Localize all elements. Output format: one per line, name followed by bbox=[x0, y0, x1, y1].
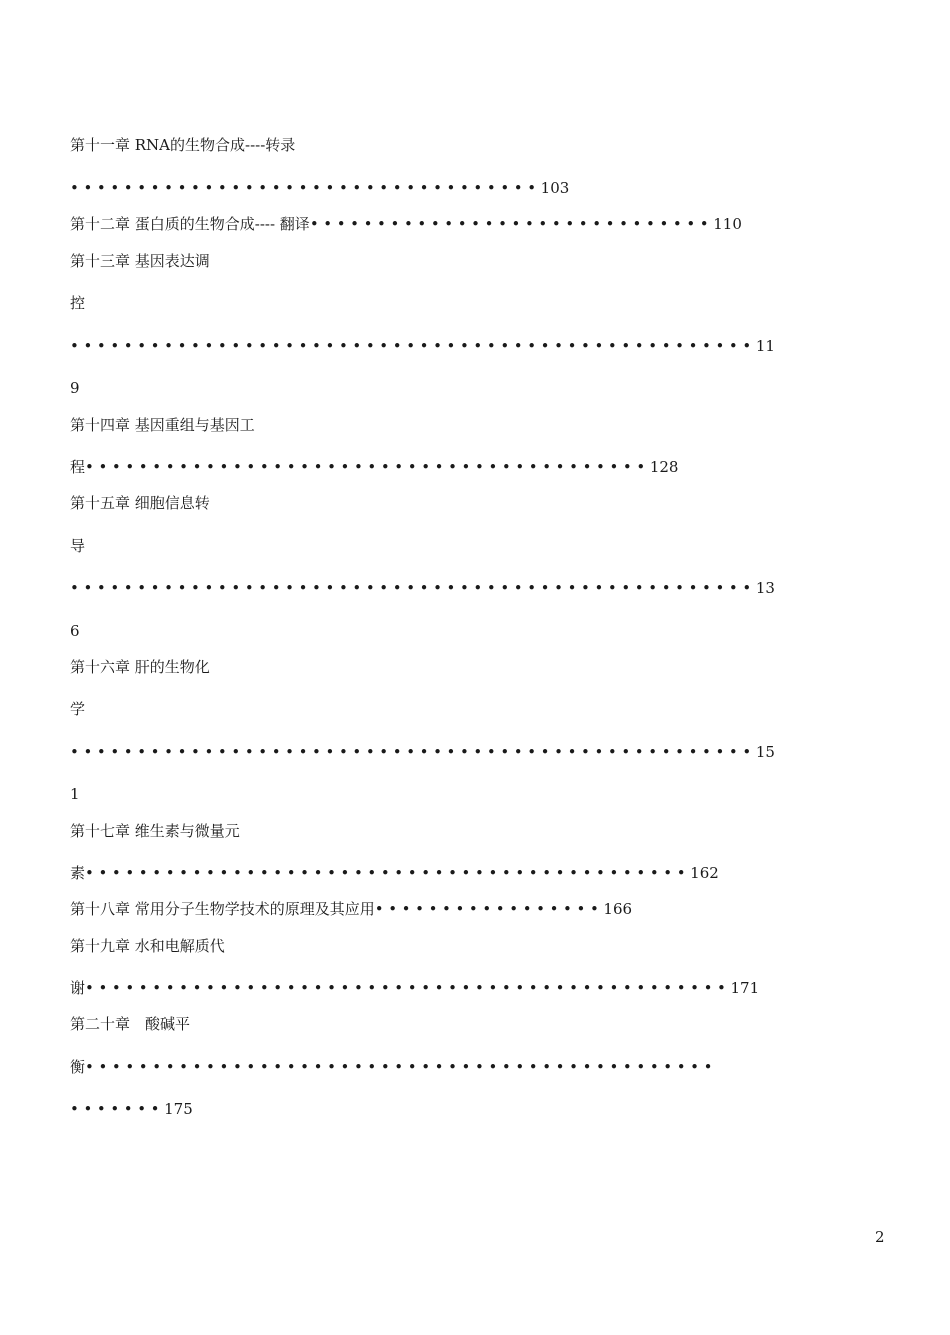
toc-entry-ch13-leader bbox=[70, 336, 775, 356]
toc-entry-ch16-cont: 学 bbox=[70, 700, 86, 718]
toc-entry-ch19-title: 第十九章 水和电解质代 bbox=[70, 937, 225, 955]
dot-leader: ••••••• bbox=[70, 1100, 165, 1118]
toc-entry-ch11-title: 第十一章 RNA的生物合成----转录 bbox=[70, 136, 296, 154]
toc-entry-title: 素 bbox=[70, 864, 86, 882]
dot-leader: ••••••••••••••••••••••••••••••••••••••••••••• bbox=[85, 864, 691, 882]
toc-entry-ch14-title: 第十四章 基因重组与基因工 bbox=[70, 416, 255, 434]
toc-entry-ch20-title: 第二十章 酸碱平 bbox=[70, 1015, 191, 1033]
dot-leader: ••••••••••••••••••••••••••••••••••••••••••••••• bbox=[85, 1058, 718, 1076]
toc-entry-ch15-leader bbox=[70, 578, 775, 598]
toc-page-number: 171 bbox=[730, 979, 760, 997]
toc-entry-ch17-leader bbox=[70, 863, 719, 883]
toc-page-number: 103 bbox=[540, 179, 570, 197]
toc-entry-ch16-leader bbox=[70, 742, 775, 762]
dot-leader: ••••••••••••••••••••••••••••••••••• bbox=[70, 179, 541, 197]
toc-entry-ch17-title: 第十七章 维生素与微量元 bbox=[70, 822, 240, 840]
toc-page-number: 128 bbox=[649, 458, 679, 476]
toc-entry-ch18 bbox=[70, 899, 632, 919]
toc-page-number: 175 bbox=[164, 1100, 193, 1118]
toc-entry-ch20-leader bbox=[70, 1057, 717, 1077]
dot-leader: ••••••••••••••••••••••••••••••••••••••••••••••••••• bbox=[70, 579, 756, 597]
toc-entry-title: 第十八章 常用分子生物学技术的原理及其应用 bbox=[70, 900, 375, 918]
toc-page-number-wrap: 1 bbox=[70, 785, 80, 803]
toc-entry-ch15-title: 第十五章 细胞信息转 bbox=[70, 494, 210, 512]
toc-entry-ch15-cont: 导 bbox=[70, 537, 86, 555]
dot-leader: ••••••••••••••••••••••••••••••••••••••••••••••••••• bbox=[70, 743, 756, 761]
toc-entry-ch20-leader-cont bbox=[70, 1099, 193, 1119]
toc-page-number-wrap: 9 bbox=[70, 379, 80, 397]
toc-entry-ch19-leader bbox=[70, 978, 759, 998]
footer-page-number: 2 bbox=[875, 1228, 885, 1246]
toc-page-number: 11 bbox=[755, 337, 775, 355]
toc-entry-ch13-cont: 控 bbox=[70, 294, 86, 312]
toc-entry-title: 谢 bbox=[70, 979, 86, 997]
dot-leader: •••••••••••••••••••••••••••••• bbox=[309, 215, 714, 233]
toc-page-number: 110 bbox=[713, 215, 742, 233]
dot-leader: ••••••••••••••••• bbox=[374, 900, 604, 918]
toc-entry-ch16-title: 第十六章 肝的生物化 bbox=[70, 658, 210, 676]
toc-page-number: 162 bbox=[690, 864, 719, 882]
dot-leader: •••••••••••••••••••••••••••••••••••••••••• bbox=[85, 458, 650, 476]
dot-leader: ••••••••••••••••••••••••••••••••••••••••••••••••••• bbox=[70, 337, 756, 355]
toc-entry-title: 第十二章 蛋白质的生物合成---- 翻译 bbox=[70, 215, 310, 233]
toc-entry-ch12 bbox=[70, 214, 742, 234]
toc-page-number: 166 bbox=[603, 900, 633, 918]
toc-entry-title: 程 bbox=[70, 458, 86, 476]
dot-leader: •••••••••••••••••••••••••••••••••••••••••••••••• bbox=[85, 979, 731, 997]
toc-entry-ch11-leader bbox=[70, 178, 569, 198]
toc-entry-ch13-title: 第十三章 基因表达调 bbox=[70, 252, 210, 270]
toc-page-number-wrap: 6 bbox=[70, 622, 80, 640]
toc-page-number: 13 bbox=[755, 579, 775, 597]
toc-entry-ch14-leader bbox=[70, 457, 678, 477]
toc-page-number: 15 bbox=[755, 743, 775, 761]
toc-entry-title: 衡 bbox=[70, 1058, 86, 1076]
